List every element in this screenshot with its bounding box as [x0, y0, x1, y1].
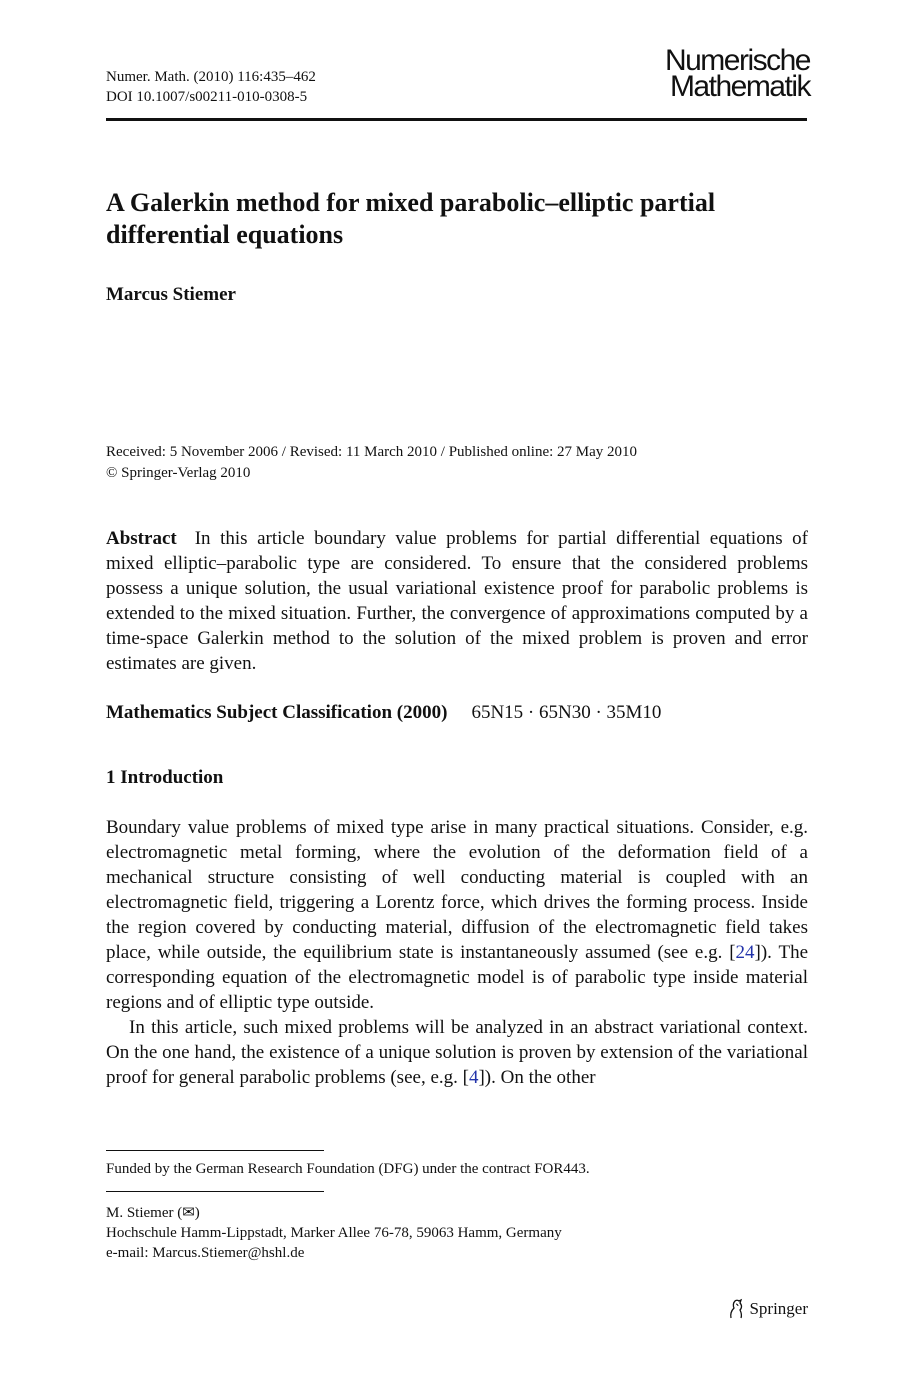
journal-citation: Numer. Math. (2010) 116:435–462 [106, 69, 316, 85]
citation-link[interactable]: 24 [735, 942, 755, 963]
author-address: Hochschule Hamm-Lippstadt, Marker Allee 76-78, 59063 Hamm, Germany [106, 1225, 562, 1241]
paragraph [106, 815, 808, 1015]
article-history-block [106, 442, 637, 484]
springer-horse-icon [727, 1298, 745, 1320]
publisher-name: Springer [749, 1299, 808, 1318]
publisher-mark [727, 1298, 808, 1320]
journal-logo [600, 44, 810, 103]
section-heading-introduction: 1 Introduction [106, 767, 224, 788]
funding-footnote: Funded by the German Research Foundation (DFG) under the contract FOR443. [106, 1161, 590, 1177]
author-email: e-mail: Marcus.Stiemer@hshl.de [106, 1245, 305, 1261]
paragraph [106, 1015, 808, 1090]
msc-label: Mathematics Subject Classification (2000) [106, 702, 448, 723]
copyright: © Springer-Verlag 2010 [106, 465, 251, 481]
abstract-label: Abstract [106, 528, 177, 549]
author-affiliation [106, 1203, 562, 1263]
journal-logo-line1: Numerische [664, 44, 810, 77]
msc-codes: 65N15 · 65N30 · 35M10 [471, 702, 662, 723]
paragraph-text: ]). The corresponding equation of the electromagnetic model is of parabolic type inside material regions and of elliptic type outside. [106, 942, 808, 1013]
paragraph-text: ]). On the other [478, 1067, 596, 1088]
header-rule [106, 118, 807, 121]
journal-citation-block [106, 67, 316, 107]
author-name: Marcus Stiemer [106, 284, 236, 305]
paragraph-text: In this article, such mixed problems will be analyzed in an abstract variational context. On the one hand, the existence of a unique solution is proven by extension of the variational proof for general parabolic problems (see, e.g. [ [106, 1017, 808, 1088]
abstract-text: In this article boundary value problems for partial differential equations of mixed elliptic–parabolic type are considered. To ensure that the considered problems possess a unique solution, the usual variational existence proof for parabolic problems is extended to the mixed situation. Further, the convergence of approximations computed by a time-space Galerkin method to the solution of the mixed problem is proven and error estimates are given. [106, 528, 808, 674]
doi: DOI 10.1007/s00211-010-0308-5 [106, 89, 308, 105]
msc-classification [106, 702, 661, 724]
citation-link[interactable]: 4 [468, 1067, 479, 1088]
introduction-body [106, 815, 808, 1090]
abstract [106, 526, 808, 676]
article-history: Received: 5 November 2006 / Revised: 11 March 2010 / Published online: 27 May 2010 [106, 444, 638, 460]
footnote-rule [106, 1191, 324, 1192]
footnote-rule [106, 1150, 324, 1151]
journal-logo-line2: Mathematik [669, 70, 810, 103]
paragraph-text: Boundary value problems of mixed type arise in many practical situations. Consider, e.g. electromagnetic metal forming, where the evolution of the deformation field of a mechanical structure consisting of well conducting material is coupled with an electromagnetic field, triggering a Lorentz force, which drives the forming process. Inside the region covered by conducting material, diffusion of the electromagnetic field takes place, while outside, the equilibrium state is instantaneously assumed (see e.g. [ [106, 817, 808, 963]
corresponding-author: M. Stiemer (✉) [106, 1205, 200, 1221]
article-title: A Galerkin method for mixed parabolic–elliptic partial differential equations [106, 188, 716, 249]
